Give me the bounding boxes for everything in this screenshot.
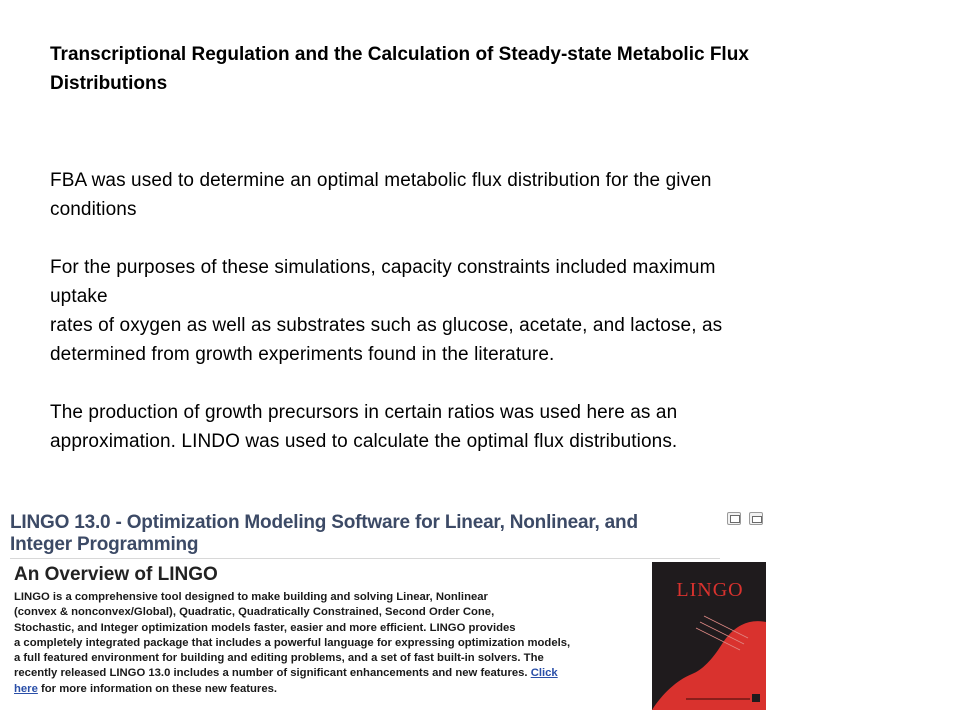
overview-line: a completely integrated package that includes a powerful language for expressing optimization models, [14,636,571,649]
overview-line: (convex & nonconvex/Global), Quadratic, Quadratically Constrained, Second Order Cone, [14,606,495,619]
lingo-page-title-line: LINGO 13.0 - Optimization Modeling Software for Linear, Nonlinear, and [10,512,638,533]
overview-line [14,666,646,681]
slide-title-line: Distributions [50,73,168,94]
click-here-link[interactable]: here [14,682,38,695]
text-line: uptake [50,286,108,307]
lingo-book-cover [652,562,766,710]
paragraph-constraints [50,253,840,369]
slide-title [50,40,840,98]
overview-heading: An Overview of LINGO [14,564,218,585]
overview-line-text: recently released LINGO 13.0 includes a number of significant enhancements and new features. [14,667,528,680]
lingo-page-title-line: Integer Programming [10,534,199,555]
book-cover-title: LINGO [676,579,744,601]
text-line: conditions [50,199,137,220]
slide-body [50,166,840,456]
overview-line: LINGO is a comprehensive tool designed to make building and solving Linear, Nonlinear [14,591,488,603]
text-line: approximation. LINDO was used to calculate the optimal flux distributions. [50,431,678,452]
text-line: FBA was used to determine an optimal metabolic flux distribution for the given [50,170,712,191]
text-line: The production of growth precursors in certain ratios was used here as an [50,402,678,423]
email-icon[interactable] [749,512,763,525]
lingo-webpage-screenshot [0,500,772,720]
paragraph-precursors [50,398,840,456]
print-icon[interactable] [727,512,741,525]
overview-line: a full featured environment for building and editing problems, and a set of fast built-in solvers. The [14,652,544,665]
overview-line-text: for more information on these new features. [37,682,278,695]
text-line: For the purposes of these simulations, capacity constraints included maximum [50,257,716,278]
lingo-page-title [10,512,700,556]
divider [10,558,720,559]
overview-text [14,590,646,697]
click-here-link[interactable]: Click [530,667,558,680]
overview-line: Stochastic, and Integer optimization models faster, easier and more efficient. LINGO provides [14,621,516,634]
paragraph-fba [50,166,840,224]
text-line: rates of oxygen as well as substrates such as glucose, acetate, and lactose, as [50,315,723,336]
page-tools [727,512,763,525]
slide-title-line: Transcriptional Regulation and the Calculation of Steady-state Metabolic Flux [50,44,749,65]
overview-line [14,682,646,697]
text-line: determined from growth experiments found in the literature. [50,344,555,365]
